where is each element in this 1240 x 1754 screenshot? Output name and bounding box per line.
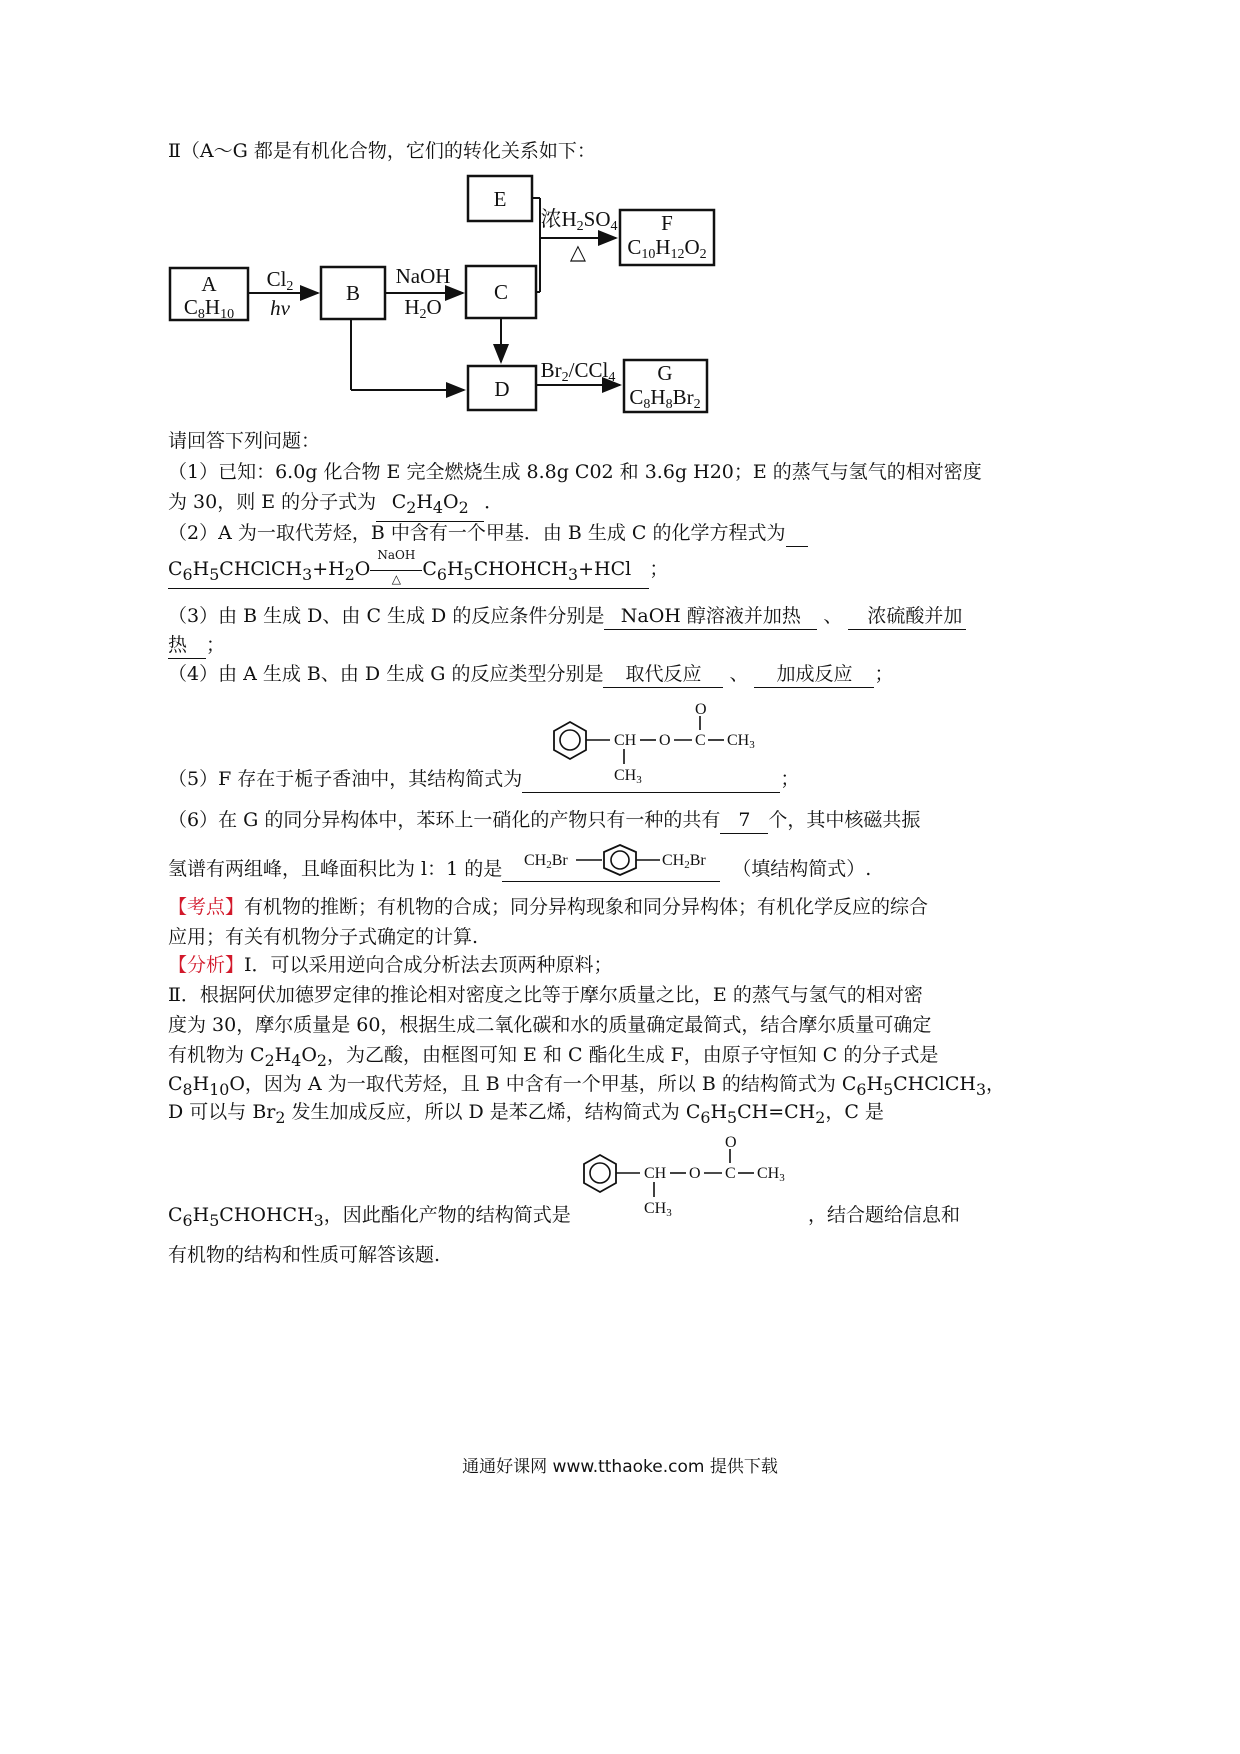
svg-text:O: O bbox=[695, 702, 707, 718]
q1-line1: （1）已知：6.0g 化合物 E 完全燃烧生成 8.8g C02 和 3.6g H20；E 的蒸气与氢气的相对密度 bbox=[168, 461, 982, 483]
fenxi-line7a: $C_6H_5CHOHCH_3$，因此酯化产物的结构简式是 bbox=[168, 1204, 571, 1230]
ch2br-right: CH2Br bbox=[662, 852, 706, 871]
cond-h2o: H2O bbox=[404, 295, 442, 322]
box-g-label: G bbox=[657, 361, 673, 385]
fenxi-line1: 【分析】Ⅰ．可以采用逆向合成分析法去顶两种原料； bbox=[168, 954, 613, 976]
q5-text: （5）F 存在于栀子香油中，其结构简式为 bbox=[168, 768, 523, 790]
kaodian-tag: 【考点】 bbox=[168, 896, 245, 918]
ch3-sub-label-2: CH3 bbox=[644, 1200, 672, 1219]
q4-answer2: 加成反应 bbox=[754, 661, 874, 688]
svg-text:O: O bbox=[659, 732, 671, 749]
ch3-label-2: CH3 bbox=[757, 1165, 785, 1184]
box-f-label: F bbox=[661, 211, 673, 235]
svg-text:CH: CH bbox=[644, 1165, 667, 1182]
box-c-label: C bbox=[493, 280, 509, 304]
svg-text:CH: CH bbox=[614, 732, 637, 749]
q6-text1: （6）在 G 的同分异构体中，苯环上一硝化的产物只有一种的共有 bbox=[168, 809, 721, 831]
ester-structure-2 bbox=[574, 1135, 804, 1219]
q1-end: ． bbox=[484, 491, 504, 513]
svg-text:C: C bbox=[725, 1165, 736, 1182]
fenxi-line4: 有机物为 $C_2H_4O_2$，为乙酸，由框图可知 E 和 C 酯化生成 F，由原子守恒知 C 的分子式是 bbox=[168, 1044, 939, 1070]
q6-line2: 氢谱有两组峰，且峰面积比为 l：1 的是 （填结构简式）. bbox=[168, 858, 872, 880]
svg-text:O: O bbox=[689, 1165, 701, 1182]
q3-line2: 热 ； bbox=[168, 632, 225, 659]
q6-text2: 个，其中核磁共振 bbox=[768, 809, 921, 831]
footer-text: 通通好课网 www.tthaoke.com 提供下载 bbox=[462, 1457, 778, 1477]
fenxi-line3: 度为 30，摩尔质量是 60，根据生成二氧化碳和水的质量确定最简式，结合摩尔质量可确定 bbox=[168, 1014, 932, 1036]
q3-answer1: NaOH 醇溶液并加热 bbox=[604, 603, 817, 630]
cond-heat: △ bbox=[569, 240, 587, 264]
q2-line1 bbox=[168, 520, 808, 547]
fenxi-line7 bbox=[168, 1202, 571, 1234]
q3-answer2: 浓硫酸并加 bbox=[848, 603, 966, 630]
q4-answer1: 取代反应 bbox=[603, 661, 723, 688]
fenxi-tag: 【分析】 bbox=[168, 954, 245, 976]
fenxi-line2: Ⅱ．根据阿伏加德罗定律的推论相对密度之比等于摩尔质量之比，E 的蒸气与氢气的相对密 bbox=[168, 984, 923, 1006]
q6-answer: 7 bbox=[720, 807, 768, 834]
q2-text: （2）A 为一取代芳烃，B 中含有一个甲基．由 B 生成 C 的化学方程式为 bbox=[168, 522, 786, 544]
dibromo-structure bbox=[524, 840, 744, 880]
fenxi-line5: $C_8H_{10}O$，因为 A 为一取代芳烃，且 B 中含有一个甲基，所以 B 的结构简式为 $C_6H_5CHClCH_3$， bbox=[168, 1073, 1006, 1099]
box-a-formula: C8H10 bbox=[183, 295, 235, 322]
intro-text: Ⅱ（A～G 都是有机化合物，它们的转化关系如下： bbox=[168, 140, 596, 162]
cond-h2so4: 浓H2SO4 bbox=[540, 207, 618, 234]
fenxi-line6: D 可以与 $Br_2$ 发生加成反应，所以 D 是苯乙烯，结构简式为 $C_6H_5CH=CH_2$，C 是 bbox=[168, 1101, 884, 1127]
q6-line1 bbox=[168, 807, 920, 834]
cond-cl2: Cl2 bbox=[266, 267, 294, 294]
q2-equation: $C_6H_5CHClCH_3+H_2O$ NaOH △ $C_6H_5CHOHCH_3+HCl$ ； bbox=[168, 556, 668, 589]
reaction-scheme bbox=[0, 0, 1240, 430]
ch2br-left: CH2Br bbox=[524, 852, 568, 871]
q3-text: （3）由 B 生成 D、由 C 生成 D 的反应条件分别是 bbox=[168, 605, 605, 627]
box-b-label: B bbox=[345, 281, 361, 305]
q5-answer bbox=[522, 766, 780, 793]
kaodian-line1: 【考点】有机物的推断；有机物的合成；同分异构现象和同分异构体；有机化学反应的综合 bbox=[168, 896, 929, 918]
q1-text: 为 30，则 E 的分子式为 bbox=[168, 491, 377, 513]
ch3-label: CH3 bbox=[727, 732, 755, 751]
question-intro: 请回答下列问题： bbox=[168, 430, 321, 452]
box-g-formula: C8H8Br2 bbox=[629, 385, 701, 412]
box-f-formula: C10H12O2 bbox=[627, 235, 707, 262]
q6-text3: 氢谱有两组峰，且峰面积比为 l：1 的是 bbox=[168, 858, 503, 880]
svg-text:C: C bbox=[695, 732, 706, 749]
kaodian-line2: 应用；有关有机物分子式确定的计算. bbox=[168, 926, 479, 948]
q1-answer: $C_2H_4O_2$ bbox=[376, 489, 484, 522]
ch3-sub-label: CH3 bbox=[614, 767, 642, 786]
box-e-label: E bbox=[493, 187, 507, 211]
cond-naoh: NaOH bbox=[395, 264, 451, 288]
cond-br2-ccl4: Br2/CCl4 bbox=[540, 358, 616, 385]
box-a-label: A bbox=[201, 272, 217, 296]
q5-line: （5）F 存在于栀子香油中，其结构简式为 ； bbox=[168, 766, 799, 793]
q1-line2 bbox=[168, 489, 503, 522]
cond-hv: hv bbox=[270, 296, 290, 320]
svg-text:O: O bbox=[725, 1135, 737, 1151]
fenxi-line7b: ，结合题给信息和 bbox=[808, 1204, 961, 1226]
box-d-label: D bbox=[494, 377, 510, 401]
q3-line1: （3）由 B 生成 D、由 C 生成 D 的反应条件分别是 NaOH 醇溶液并加热 、 浓硫酸并加 bbox=[168, 603, 966, 630]
fenxi-line8: 有机物的结构和性质可解答该题. bbox=[168, 1244, 441, 1266]
q4-text: （4）由 A 生成 B、由 D 生成 G 的反应类型分别是 bbox=[168, 663, 604, 685]
q4-line: （4）由 A 生成 B、由 D 生成 G 的反应类型分别是 取代反应 、 加成反应 ； bbox=[168, 661, 894, 688]
